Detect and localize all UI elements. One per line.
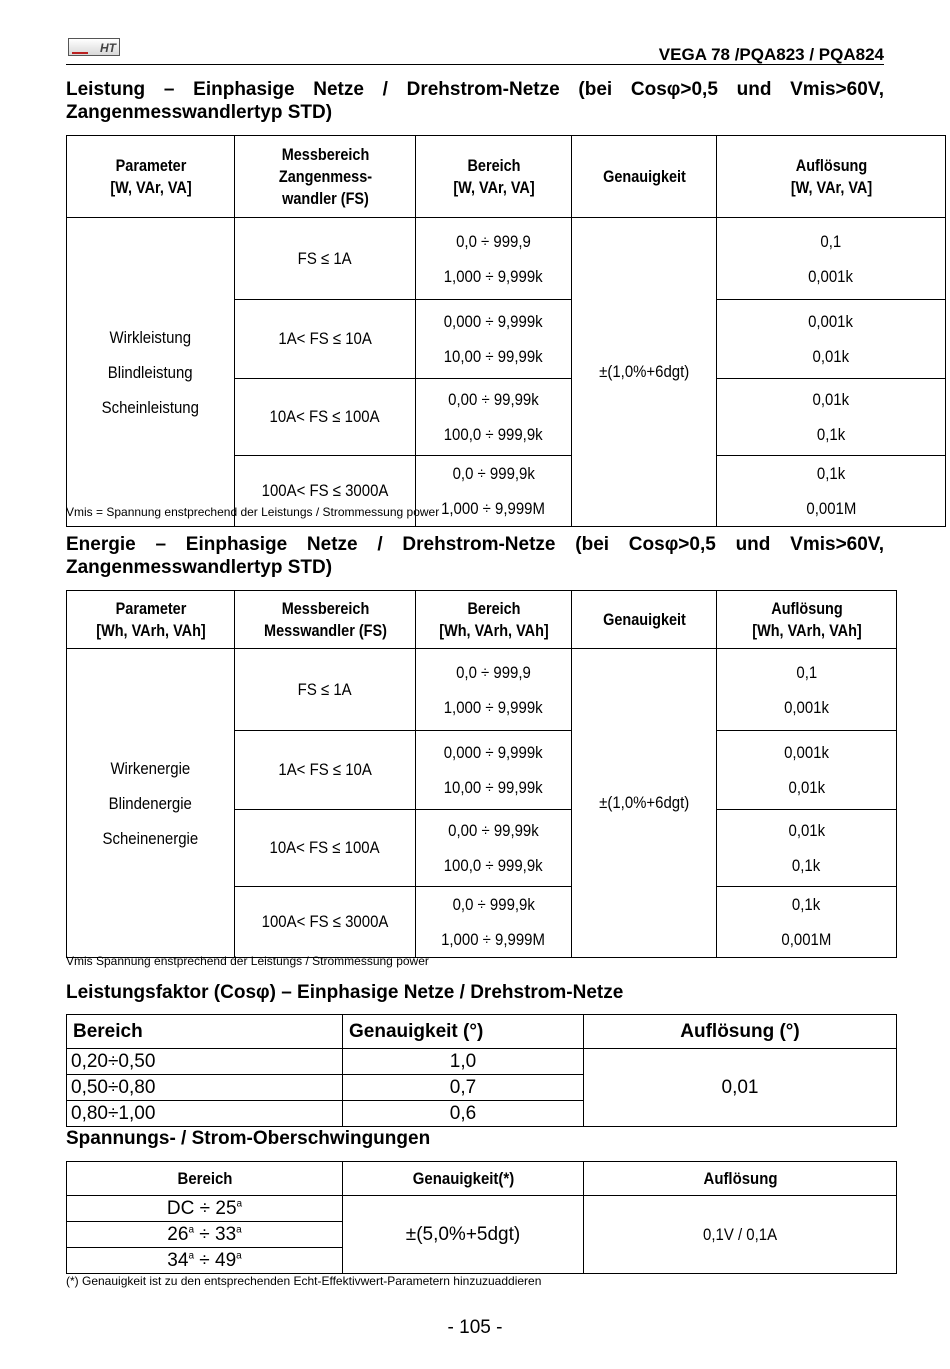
power-table-header-row <box>67 136 946 218</box>
range-cell: 0,50÷0,80 <box>67 1075 343 1101</box>
table-row <box>67 1196 897 1222</box>
resolution-cell: 0,01k 0,1k <box>717 379 946 456</box>
resolution-cell: 0,1k 0,001M <box>717 456 946 527</box>
harmonics-header-row <box>67 1162 897 1196</box>
range-cell: 0,00 ÷ 99,99k 100,0 ÷ 999,9k <box>416 379 572 456</box>
accuracy-cell: ±(1,0%+6dgt) <box>572 218 717 527</box>
range-cell: DC ÷ 25$^a$ <box>67 1196 343 1222</box>
table-row <box>67 1049 897 1075</box>
resolution-cell: 0,1 0,001k <box>717 649 897 731</box>
fs-cell: 100A< FS ≤ 3000A <box>235 887 416 958</box>
header-clamp-range: Messbereich Zangenmess- wandler (FS) <box>248 136 402 218</box>
parameter-list <box>67 649 235 958</box>
table-row <box>67 649 897 731</box>
resolution-cell: 0,001k 0,01k <box>717 300 946 379</box>
harmonics-footnote: (*) Genauigkeit ist zu den entsprechenden Echt-Effektivwert-Parametern hinzuzuaddieren <box>66 1274 542 1288</box>
energy-footnote: Vmis Spannung enstprechend der Leistungs / Strommessung power <box>66 954 429 968</box>
range-cell: 0,00 ÷ 99,99k 100,0 ÷ 999,9k <box>416 810 572 887</box>
parameter-item: Wirkenergie <box>110 758 191 778</box>
header-resolution: Auflösung (°) <box>584 1015 897 1049</box>
header-resolution: Auflösung [Wh, VArh, VAh] <box>730 591 883 649</box>
resolution-cell: 0,1 0,001k <box>717 218 946 300</box>
power-table <box>66 135 946 527</box>
header-parameter: Parameter [Wh, VArh, VAh] <box>79 591 222 649</box>
logo-text: HT <box>100 41 116 55</box>
header-range: Bereich <box>67 1015 343 1049</box>
header-range: Bereich [Wh, VArh, VAh] <box>427 591 560 649</box>
accuracy-cell: 1,0 <box>343 1049 584 1075</box>
harmonics-table <box>66 1161 897 1274</box>
power-heading-line2: Zangenmesswandlertyp STD) <box>66 102 333 123</box>
header-parameter: Parameter [W, VAr, VA] <box>79 136 222 218</box>
range-cell: 0,80÷1,00 <box>67 1101 343 1127</box>
header-accuracy: Genauigkeit <box>582 136 705 218</box>
accuracy-cell: 0,6 <box>343 1101 584 1127</box>
power-factor-header-row <box>67 1015 897 1049</box>
document-title: VEGA 78 /PQA823 / PQA824 <box>658 45 884 64</box>
power-heading-line1: Leistung – Einphasige Netze / Drehstrom-Netze (bei Cosφ>0,5 und Vmis>60V, <box>66 79 884 100</box>
energy-heading-line1: Energie – Einphasige Netze / Drehstrom-Netze (bei Cosφ>0,5 und Vmis>60V, <box>66 534 884 555</box>
fs-cell: FS ≤ 1A <box>235 218 416 300</box>
resolution-cell: 0,001k 0,01k <box>717 731 897 810</box>
accuracy-cell: 0,7 <box>343 1075 584 1101</box>
brand-logo <box>68 38 120 56</box>
range-cell: 34$^a$ ÷ 49$^a$ <box>67 1248 343 1274</box>
parameter-item: Wirkleistung <box>109 327 192 347</box>
accuracy-cell: ±(5,0%+5dgt) <box>343 1196 584 1274</box>
header-resolution: Auflösung [W, VAr, VA] <box>734 136 929 218</box>
range-cell: 0,000 ÷ 9,999k 10,00 ÷ 99,99k <box>416 300 572 379</box>
fs-cell: FS ≤ 1A <box>235 649 416 731</box>
parameter-item: Blindleistung <box>108 362 193 382</box>
header-divider <box>66 64 884 65</box>
parameter-item: Blindenergie <box>108 793 193 813</box>
harmonics-heading: Spannungs- / Strom-Oberschwingungen <box>66 1128 431 1149</box>
power-factor-heading: Leistungsfaktor (Cosφ) – Einphasige Netze / Drehstrom-Netze <box>66 982 624 1003</box>
range-cell: 0,0 ÷ 999,9 1,000 ÷ 9,999k <box>416 649 572 731</box>
parameter-item: Scheinleistung <box>101 397 200 417</box>
accuracy-cell: ±(1,0%+6dgt) <box>572 649 717 958</box>
header-accuracy: Genauigkeit (°) <box>343 1015 584 1049</box>
energy-table <box>66 590 897 958</box>
fs-cell: 10A< FS ≤ 100A <box>235 379 416 456</box>
fs-cell: 100A< FS ≤ 3000A <box>235 456 416 527</box>
header-accuracy: Genauigkeit <box>582 591 705 649</box>
energy-heading <box>66 533 884 579</box>
range-cell: 0,20÷0,50 <box>67 1049 343 1075</box>
range-cell: 0,0 ÷ 999,9k 1,000 ÷ 9,999M <box>416 456 572 527</box>
range-cell: 0,0 ÷ 999,9k 1,000 ÷ 9,999M <box>416 887 572 958</box>
logo-mark-icon <box>72 43 88 54</box>
power-footnote: Vmis = Spannung enstprechend der Leistungs / Strommessung power <box>66 505 440 519</box>
power-factor-table <box>66 1014 897 1127</box>
power-heading <box>66 78 884 124</box>
energy-heading-line2: Zangenmesswandlertyp STD) <box>66 557 333 578</box>
table-row <box>67 218 946 300</box>
fs-cell: 10A< FS ≤ 100A <box>235 810 416 887</box>
header-range: Bereich [W, VAr, VA] <box>427 136 560 218</box>
range-cell: 0,000 ÷ 9,999k 10,00 ÷ 99,99k <box>416 731 572 810</box>
page-number: - 105 - <box>447 1317 503 1338</box>
parameter-item: Scheinenergie <box>102 828 199 848</box>
header-range: Bereich <box>83 1162 326 1196</box>
fs-cell: 1A< FS ≤ 10A <box>235 731 416 810</box>
range-cell: 26$^a$ ÷ 33$^a$ <box>67 1222 343 1248</box>
header-accuracy: Genauigkeit(*) <box>357 1162 569 1196</box>
fs-cell: 1A< FS ≤ 10A <box>235 300 416 379</box>
parameter-list <box>67 218 235 527</box>
range-cell: 0,0 ÷ 999,9 1,000 ÷ 9,999k <box>416 218 572 300</box>
resolution-cell: 0,01 <box>584 1049 897 1127</box>
energy-table-header-row <box>67 591 897 649</box>
resolution-cell: 0,1k 0,001M <box>717 887 897 958</box>
resolution-cell: 0,1V / 0,1A <box>584 1196 897 1274</box>
resolution-cell: 0,01k 0,1k <box>717 810 897 887</box>
header-transducer-range: Messbereich Messwandler (FS) <box>248 591 402 649</box>
header-resolution: Auflösung <box>602 1162 877 1196</box>
